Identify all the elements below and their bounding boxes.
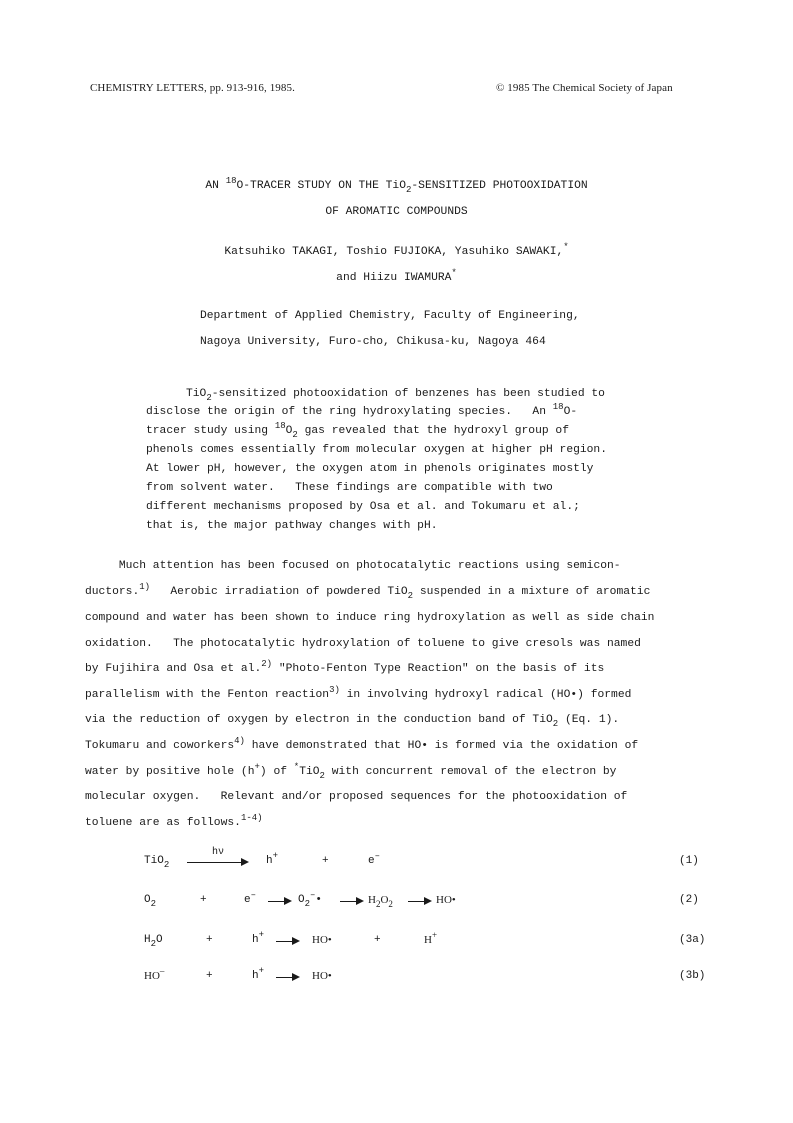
eq3b-plus: + (206, 970, 213, 982)
reaction-arrow-icon (187, 862, 247, 863)
abstract-line: At lower pH, however, the oxygen atom in phenols originates mostly (146, 463, 594, 475)
body-line: by Fujihira and Osa et al.$^{2)}$ "Photo-Fenton Type Reaction" on the basis of its (85, 659, 605, 675)
body-line: toluene are as follows.$^{1-4)}$ (85, 813, 263, 829)
eq3a-proton: H+ (424, 930, 438, 946)
abstract-line: that is, the major pathway changes with pH. (146, 520, 438, 532)
eq3a-hydroxyl-radical: HO• (312, 934, 332, 946)
affiliation-line-2: Nagoya University, Furo-cho, Chikusa-ku, Nagoya 464 (200, 336, 546, 348)
journal-citation: CHEMISTRY LETTERS, pp. 913-916, 1985. (90, 82, 295, 94)
authors-line-2: and Hiizu IWAMURA* (336, 268, 457, 284)
affiliation-line-1: Department of Applied Chemistry, Faculty of Engineering, (200, 310, 580, 322)
eq1-arrow-label: hν (212, 847, 225, 858)
eq3a-plus: + (374, 934, 381, 946)
abstract-line: tracer study using $^{18}O_2$ gas revealed that the hydroxyl group of (146, 421, 569, 441)
equation-number: (1) (679, 855, 699, 867)
eq1-reactant: TiO$_2$ (144, 855, 170, 871)
reaction-arrow-icon (268, 901, 290, 902)
paper-title-line-1: AN $^{18}$O-TRACER STUDY ON THE TiO$_2$-SENSITIZED PHOTOOXIDATION (205, 176, 588, 196)
abstract-line: phenols comes essentially from molecular oxygen at higher pH region. (146, 444, 607, 456)
abstract-line: different mechanisms proposed by Osa et al. and Tokumaru et al.; (146, 501, 580, 513)
eq3a-water: $H_2O$ (144, 934, 163, 950)
eq2-plus: + (200, 894, 207, 906)
eq2-peroxide: $H_2O_2$ (368, 894, 393, 910)
eq1-plus: + (322, 855, 329, 867)
body-line: parallelism with the Fenton reaction$^{3)}$ in involving hydroxyl radical (HO•) formed (85, 685, 632, 701)
reaction-arrow-icon (276, 941, 298, 942)
equation-number: (2) (679, 894, 699, 906)
eq2-oxygen: $O_2$ (144, 894, 157, 910)
body-line: Tokumaru and coworkers$^{4)}$ have demonstrated that HO• is formed via the oxidation of (85, 736, 639, 752)
eq3b-hydroxide: HO– (144, 966, 165, 982)
eq2-electron: e– (244, 890, 257, 906)
paper-title-line-2: OF AROMATIC COMPOUNDS (325, 206, 468, 218)
abstract-line: from solvent water. These findings are compatible with two (146, 482, 553, 494)
abstract-line: TiO$_2$-sensitized photooxidation of benzenes has been studied to (186, 388, 605, 404)
eq2-hydroxyl-radical: HO• (436, 894, 456, 906)
reaction-arrow-icon (340, 901, 362, 902)
copyright-notice: © 1985 The Chemical Society of Japan (496, 82, 673, 94)
reaction-arrow-icon (276, 977, 298, 978)
abstract-line: disclose the origin of the ring hydroxylating species. An $^{18}$O- (146, 402, 578, 418)
authors-line-1: Katsuhiko TAKAGI, Toshio FUJIOKA, Yasuhiko SAWAKI,* (224, 242, 569, 258)
body-line: compound and water has been shown to induce ring hydroxylation as well as side chain (85, 612, 655, 624)
eq3a-plus: + (206, 934, 213, 946)
eq3a-hole: h+ (252, 930, 265, 946)
body-line: molecular oxygen. Relevant and/or proposed sequences for the photooxidation of (85, 791, 628, 803)
equation-number: (3a) (679, 934, 706, 946)
eq1-product-electron: e– (368, 851, 381, 867)
body-line: via the reduction of oxygen by electron in the conduction band of TiO$_2$ (Eq. 1). (85, 714, 620, 730)
equation-number: (3b) (679, 970, 706, 982)
body-line: oxidation. The photocatalytic hydroxylation of toluene to give cresols was named (85, 638, 641, 650)
eq2-superoxide: $O_2^-•$ (298, 890, 323, 910)
body-line: ductors.$^{1)}$ Aerobic irradiation of powdered TiO$_2$ suspended in a mixture of aromatic (85, 582, 651, 602)
eq3b-hydroxyl-radical: HO• (312, 970, 332, 982)
eq3b-hole: h+ (252, 966, 265, 982)
eq1-product-hole: h+ (266, 851, 279, 867)
body-line: water by positive hole (h+) of *TiO$_2$ with concurrent removal of the electron by (85, 762, 617, 782)
body-line: Much attention has been focused on photocatalytic reactions using semicon- (85, 560, 621, 572)
reaction-arrow-icon (408, 901, 430, 902)
